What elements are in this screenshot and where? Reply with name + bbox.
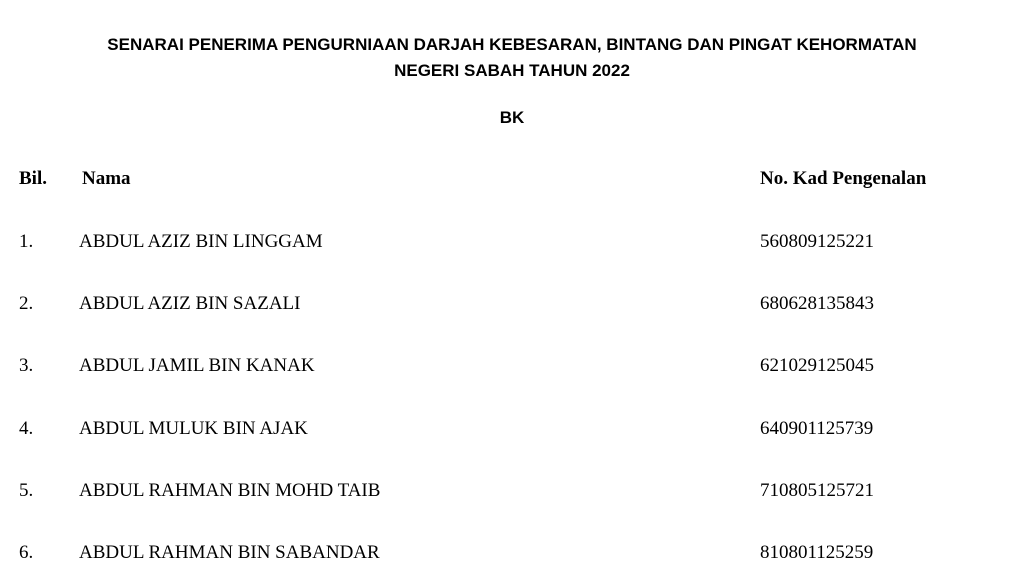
table-row	[0, 353, 1024, 379]
document-title-line-2: NEGERI SABAH TAHUN 2022	[394, 61, 630, 80]
header-nama: Nama	[82, 168, 131, 189]
table-row	[0, 540, 1024, 566]
row-bil: 1.	[19, 231, 34, 252]
header-ic: No. Kad Pengenalan	[760, 168, 927, 189]
table-row	[0, 416, 1024, 442]
row-ic: 810801125259	[760, 542, 874, 563]
table-row	[0, 291, 1024, 317]
row-nama: ABDUL AZIZ BIN LINGGAM	[79, 231, 323, 252]
row-bil: 3.	[19, 355, 34, 376]
row-nama: ABDUL RAHMAN BIN MOHD TAIB	[79, 480, 381, 501]
row-bil: 2.	[19, 293, 34, 314]
header-bil: Bil.	[19, 168, 47, 189]
row-bil: 6.	[19, 542, 34, 563]
row-ic: 710805125721	[760, 480, 874, 501]
row-bil: 4.	[19, 418, 34, 439]
table-row	[0, 229, 1024, 255]
row-ic: 640901125739	[760, 418, 874, 439]
row-nama: ABDUL AZIZ BIN SAZALI	[79, 293, 301, 314]
row-ic: 680628135843	[760, 293, 874, 314]
row-nama: ABDUL RAHMAN BIN SABANDAR	[79, 542, 380, 563]
document-subtitle: BK	[499, 108, 525, 127]
row-bil: 5.	[19, 480, 34, 501]
document-title-line-1: SENARAI PENERIMA PENGURNIAAN DARJAH KEBESARAN, BINTANG DAN PINGAT KEHORMATAN	[107, 35, 917, 54]
table-row	[0, 478, 1024, 504]
table-header-row	[0, 166, 1024, 192]
row-nama: ABDUL MULUK BIN AJAK	[79, 418, 308, 439]
row-ic: 621029125045	[760, 355, 874, 376]
row-ic: 560809125221	[760, 231, 874, 252]
row-nama: ABDUL JAMIL BIN KANAK	[79, 355, 315, 376]
